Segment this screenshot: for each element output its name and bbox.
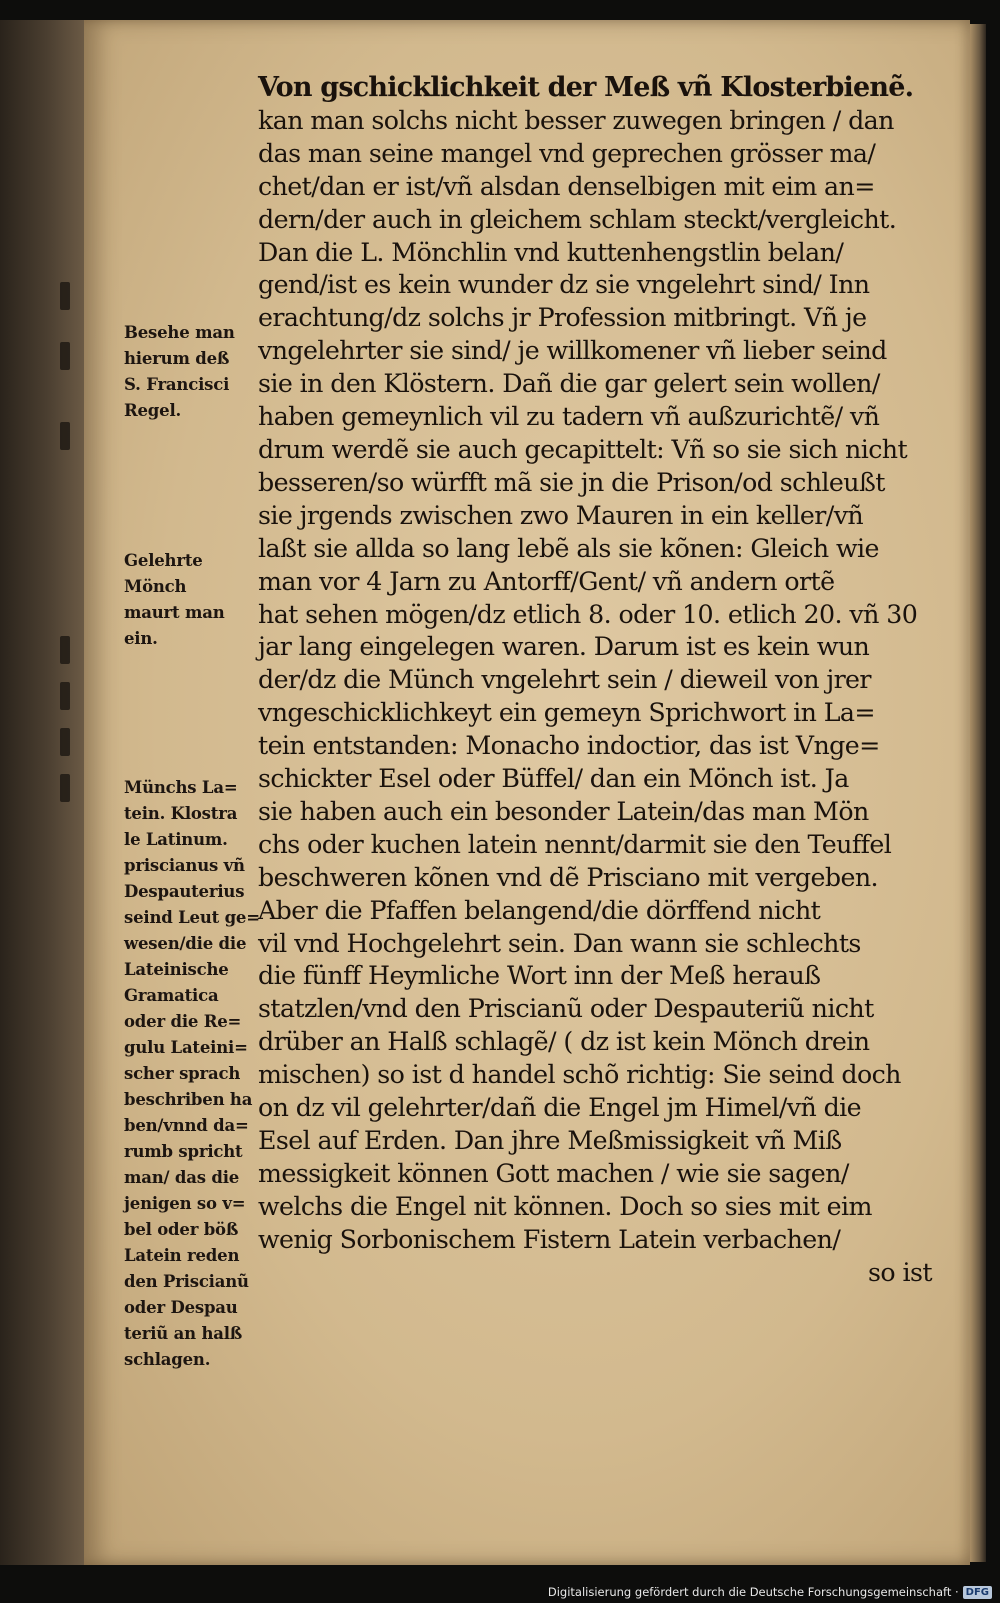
text-line: vngeschicklichkeyt ein gemeyn Sprichwort in La= — [258, 698, 876, 728]
text-line: chs oder kuchen latein nennt/darmit sie den Teuffel — [258, 829, 892, 859]
catchword: so ist — [868, 1257, 932, 1287]
text-line: sie jrgends zwischen zwo Mauren in ein keller/vñ — [258, 500, 864, 530]
text-line: sie in den Klöstern. Dañ die gar gelert sein wollen/ — [258, 369, 880, 399]
spine-mark — [60, 682, 70, 710]
spine-mark — [60, 636, 70, 664]
marginal-note-1: Besehe man hierum deß S. Francisci Regel. — [124, 323, 235, 420]
spine-mark — [60, 728, 70, 756]
dfg-logo-icon: DFG — [963, 1586, 992, 1599]
text-line: hat sehen mögen/dz etlich 8. oder 10. etlich 20. vñ 30 — [258, 599, 918, 629]
book-spine — [0, 20, 84, 1565]
spine-mark — [60, 282, 70, 310]
text-line: haben gemeynlich vil zu tadern vñ außzurichtẽ/ vñ — [258, 402, 880, 432]
digitization-footer — [548, 1585, 992, 1599]
text-line: vil vnd Hochgelehrt sein. Dan wann sie schlechts — [258, 928, 861, 958]
text-line: messigkeit können Gott machen / wie sie sagen/ — [258, 1158, 849, 1188]
spine-mark — [60, 342, 70, 370]
footer-text: Digitalisierung gefördert durch die Deutsche Forschungsgemeinschaft · — [547, 1585, 959, 1599]
marginal-note-3: Münchs La= tein. Klostra le Latinum. priscianus vñ Despauterius seind Leut ge= wesen/die die Lateinische Gramatica oder die Re= gulu Lateini= scher sprach beschriben ha ben/vnnd da= rumb spricht man/ das die jenigen so v= bel oder böß Latein reden den Priscianũ oder Despau teriũ an halß schlagen. — [124, 778, 260, 1369]
text-line: chet/dan er ist/vñ alsdan denselbigen mit eim an= — [258, 171, 875, 201]
text-line: drum werdẽ sie auch gecapittelt: Vñ so sie sich nicht — [258, 434, 908, 464]
text-line: der/dz die Münch vngelehrt sein / dieweil von jrer — [258, 665, 871, 695]
text-line: laßt sie allda so lang lebẽ als sie kõnen: Gleich wie — [258, 533, 879, 563]
main-text-block — [258, 72, 958, 1290]
marginal-note-2: Gelehrte Mönch maurt man ein. — [124, 551, 225, 648]
text-line: Esel auf Erden. Dan jhre Meßmissigkeit vñ Miß — [258, 1126, 842, 1155]
text-line: wenig Sorbonischem Fistern Latein verbachen/ — [258, 1224, 841, 1254]
text-line: besseren/so würfft mã sie jn die Prison/od schleußt — [258, 467, 885, 497]
text-line: statzlen/vnd den Priscianũ oder Despauteriũ nicht — [258, 994, 874, 1024]
text-line: sie haben auch ein besonder Latein/das man Mön — [258, 796, 869, 826]
text-line: tein entstanden: Monacho indoctior, das ist Vnge= — [258, 731, 880, 761]
running-heading: Von gschicklichkeit der Meß vñ Klosterbienẽ. — [258, 72, 914, 103]
text-line: beschweren kõnen vnd dẽ Prisciano mit vergeben. — [258, 862, 878, 892]
text-line: man vor 4 Jarn zu Antorff/Gent/ vñ andern ortẽ — [258, 566, 835, 596]
text-line: mischen) so ist d handel schõ richtig: Sie seind doch — [258, 1060, 901, 1090]
text-line: dern/der auch in gleichem schlam steckt/vergleicht. — [258, 204, 897, 234]
text-line: on dz vil gelehrter/dañ die Engel jm Himel/vñ die — [258, 1093, 862, 1123]
spine-mark — [60, 422, 70, 450]
text-line: drüber an Halß schlagẽ/ ( dz ist kein Mönch drein — [258, 1027, 870, 1057]
text-line: Dan die L. Mönchlin vnd kuttenhengstlin belan/ — [258, 237, 844, 267]
text-line: das man seine mangel vnd geprechen grösser ma/ — [258, 138, 876, 168]
text-line: erachtung/dz solchs jr Profession mitbringt. Vñ je — [258, 303, 867, 333]
text-line: die fünff Heymliche Wort inn der Meß herauß — [258, 961, 821, 991]
text-line: vngelehrter sie sind/ je willkomener vñ lieber seind — [258, 336, 887, 366]
text-line: kan man solchs nicht besser zuwegen bringen / dan — [258, 105, 894, 135]
text-line: schickter Esel oder Büffel/ dan ein Mönch ist. Ja — [258, 764, 849, 794]
spine-mark — [60, 774, 70, 802]
text-line: welchs die Engel nit können. Doch so sies mit eim — [258, 1191, 872, 1221]
text-line: Aber die Pfaffen belangend/die dörffend nicht — [258, 895, 821, 925]
text-line: jar lang eingelegen waren. Darum ist es kein wun — [258, 632, 870, 662]
text-line: gend/ist es kein wunder dz sie vngelehrt sind/ Inn — [258, 270, 870, 300]
page-edge — [970, 24, 986, 1562]
